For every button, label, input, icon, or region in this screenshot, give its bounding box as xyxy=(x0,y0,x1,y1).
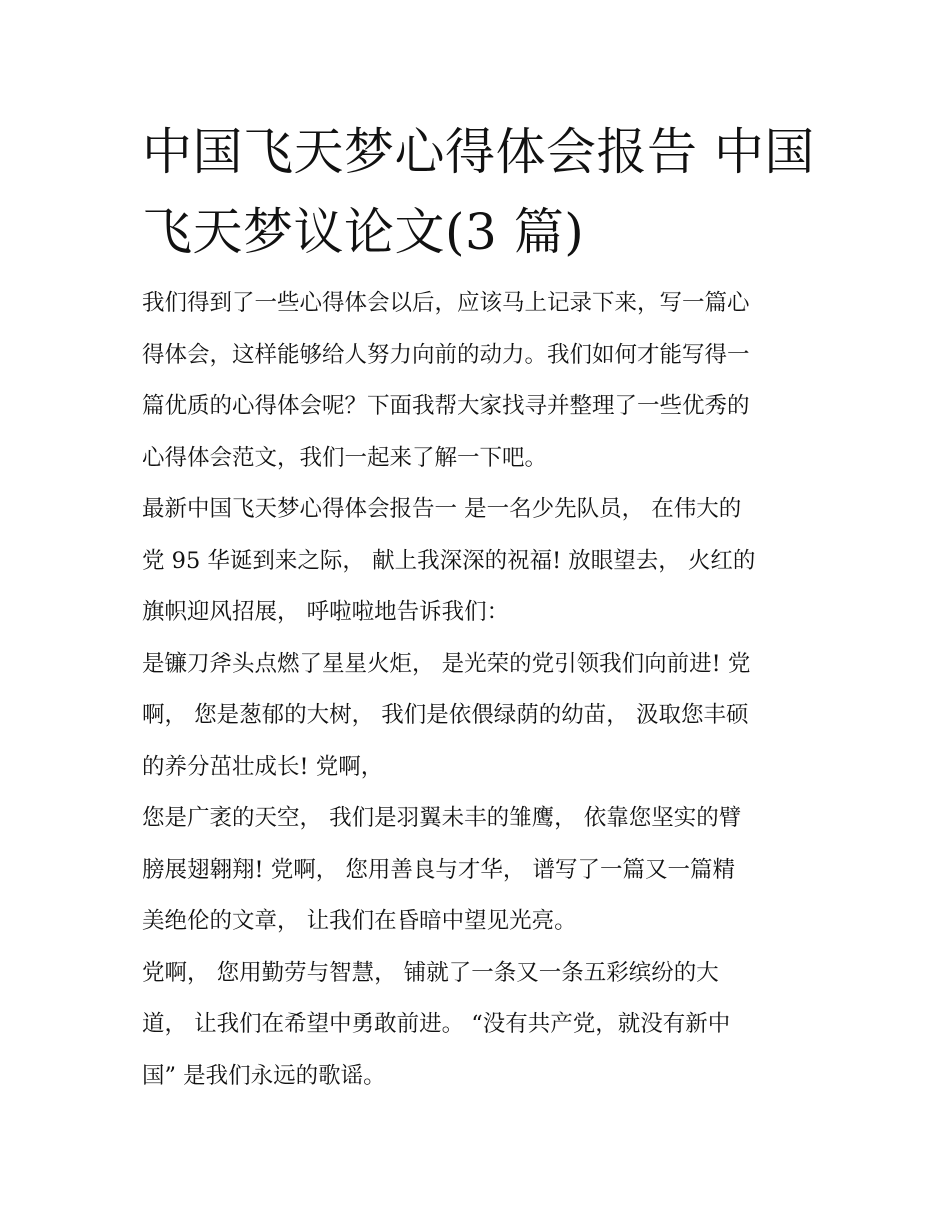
paragraph-1 xyxy=(142,484,814,639)
text-line: 道， 让我们在希望中勇敢前进。 “没有共产党，就没有新中 xyxy=(142,1011,731,1037)
text-line: 的养分茁壮成长! 党啊， xyxy=(142,753,384,780)
text-line: 美绝伦的文章， 让我们在昏暗中望见光亮。 xyxy=(142,908,577,934)
paragraph-2 xyxy=(142,639,814,794)
text-line: 国” 是我们永远的歌谣。 xyxy=(142,1062,386,1089)
paragraph-3 xyxy=(142,793,814,948)
text-line: 啊， 您是葱郁的大树， 我们是依偎绿荫的幼苗， 汲取您丰硕 xyxy=(142,702,749,728)
title-line: 飞天梦议论文(3 篇) xyxy=(142,203,585,261)
text-line: 心得体会范文，我们一起来了解一下吧。 xyxy=(142,444,548,471)
document-body xyxy=(142,278,814,1102)
text-line: 您是广袤的天空， 我们是羽翼未丰的雏鹰， 依靠您坚实的臂 xyxy=(142,805,742,831)
paragraph-intro xyxy=(142,278,814,484)
text-line: 篇优质的心得体会呢？下面我帮大家找寻并整理了一些优秀的 xyxy=(142,393,750,419)
text-line: 膀展翅翱翔! 党啊， 您用善良与才华， 谱写了一篇又一篇精 xyxy=(142,856,735,883)
text-line: 是镰刀斧头点燃了星星火炬， 是光荣的党引领我们向前进! 党 xyxy=(142,650,751,677)
document-title xyxy=(142,112,822,272)
title-line: 中国飞天梦心得体会报告 中国 xyxy=(142,123,815,181)
text-line: 党啊， 您用勤劳与智慧， 铺就了一条又一条五彩缤纷的大 xyxy=(142,959,719,986)
text-line: 我们得到了一些心得体会以后，应该马上记录下来，写一篇心 xyxy=(142,290,750,316)
text-line: 得体会，这样能够给人努力向前的动力。我们如何才能写得一 xyxy=(142,341,750,368)
text-line: 党 95 华诞到来之际， 献上我深深的祝福! 放眼望去， 火红的 xyxy=(142,547,756,574)
text-line: 旗帜迎风招展， 呼啦啦地告诉我们： xyxy=(142,599,510,625)
paragraph-4 xyxy=(142,948,814,1103)
text-line: 最新中国飞天梦心得体会报告一 是一名少先队员， 在伟大的 xyxy=(142,496,742,522)
